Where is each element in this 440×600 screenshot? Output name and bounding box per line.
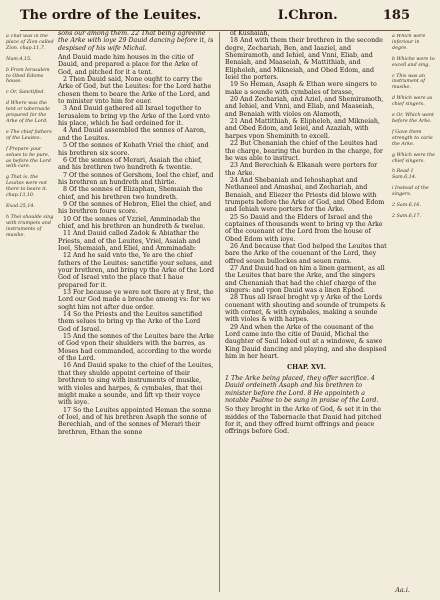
margin-note: c This was an instrument of musike. (392, 73, 425, 91)
column-divider (219, 32, 220, 592)
right-margin-notes (392, 34, 436, 590)
margin-note: h Read 1 Sam.6,14. (392, 169, 417, 181)
verse-paragraph: 10 Of the sonnes of Vzziel, Amminadab the chief, and his brethren an hundreth & twelue. (58, 215, 206, 230)
chapter-summary: sons our among them. 22 That being agreeine the Arke with ioye 29 Dauid dancing before it, is despised of his wife Michal. (58, 30, 214, 52)
margin-note: 2 Sam.6,17. (392, 213, 422, 219)
margin-note: Num.4,15. (6, 56, 32, 62)
margin-note: i Instead of the singers. (392, 186, 429, 198)
running-header (20, 6, 410, 31)
verse-paragraph: 7 Of the sonnes of Gershom, Ioel the chief, and his brethren an hundreth and thirtie. (58, 171, 214, 186)
signature-mark: Aa.i. (395, 586, 410, 594)
verse-paragraph: 3 And Dauid gathered all Israel together to Ierusalem to bring vp the Arke of the Lord vnto his place, which he had ordeined for it. (58, 105, 210, 128)
margin-note: g That is, the Leuites were not there to beare it. chap.13,10. (6, 175, 48, 199)
margin-note: d Where was the tent or tabernacle prepared for the Arke of the Lord. (6, 101, 51, 124)
verse-paragraph: 6 Of the sonnes of Merari, Asaiah the chief, and his brethren two hundreth & twentie. (58, 156, 203, 172)
verse-paragraph: 19 So Heman, Asaph & Ethan were singers to make a sounde with cymbales of brasse, (225, 81, 377, 96)
book-and-page (278, 8, 410, 23)
margin-note: 2 Sam.6,16. (392, 203, 422, 209)
verse-paragraph: 24 And Shebaniah and Iehoshaphat and Nethaneel and Amashai, and Zechariah, and Benaiah, and Eliezer the Priests did blowe with trumpets before the Arke of God, and Obed Edom and Iehiah were porters for the Arke. (225, 176, 385, 214)
left-text-column (58, 30, 214, 592)
margin-note: g Which were the chief singers. (392, 152, 435, 164)
margin-note: b Whiche were to excell and sing. (392, 56, 435, 68)
verse-paragraph: So they broght in the Arke of God, & set it in the middes of the Tabernacle that Dauid had pitched for it, and they offred burnt offrings and peace offrings before God. (225, 406, 382, 436)
verse-paragraph: 20 And Zechariah, and Aziel, and Shemiramoth, and Iehiel, and Vnni, and Eliab, and Maaseiah, and Benaiah with violes on Alamoth, (225, 96, 384, 118)
book-name: I.Chron. (277, 8, 338, 23)
verse-paragraph: 22 But Chenaniah the chief of the Leuites had the charge, bearing the burden in the charge, for he was able to instruct. (225, 140, 383, 162)
verse-paragraph: 26 And because that God helped the Leuites that bare the Arke of the couenant of the Lord, they offred seuen bullockes and seuen rams. (225, 242, 387, 265)
left-margin-notes (6, 34, 54, 590)
margin-note: f Gave them strength to carie the Arke. (392, 129, 433, 147)
verse-paragraph: 11 And Dauid called Zadok & Abiathar the Priests, and of the Leuites, Vriel, Asaiah and Ioel, Shemaiah, and Eliel, and Amminadab: (58, 230, 201, 252)
verse-paragraph: 17 So the Leuites appointed Heman the sonne of Ioel, and of his brethren Asaph the sonne of Berechiah, and of the sonnes of Merari their brethren, Ethan the sonne (58, 406, 212, 436)
verse-paragraph: 18 And with them their brethren in the seconde degre, Zechariah, Ben, and Iaaziel, and Shemiramoth, and Iehiel, and Vnni, Eliab, and Benaiah, and Maaseiah, & Mattithiah, and Elipheleh, and Mikneiah, and Obed Edom, and Ieiel the porters. (225, 37, 383, 82)
margin-note: f Prepare your selues to be pure, as before the Lord with care. (6, 146, 51, 170)
verse-paragraph: 27 And Dauid had on him a linen garment, as all the Leuites that bare the Arke, and the singers and Chenaniah that had the chief charge of the singers: and vpon Dauid was a linen Ephod. (225, 265, 385, 295)
verse-paragraph: 13 For because ye were not there at y first, the Lord our God made a breache among vs: for we soght him not after due order. (58, 289, 214, 311)
page-title: The ordre of the Leuites. (20, 8, 202, 23)
verse-paragraph: 9 Of the sonnes of Hebron, Eliel the chief, and his brethren foure score. (58, 200, 212, 216)
margin-note: c Or, Sanctified. (6, 90, 45, 96)
verse-paragraph: 28 Thus all Israel broght vp y Arke of the Lords couenant with shouting and sounde of trumpets & with cornet, & with cymbales, making a sounde with violes & with harpes. (225, 294, 386, 324)
verse-paragraph: 4 And Dauid assembled the sonnes of Aaron, and the Leuites. (58, 127, 206, 142)
page-number: 185 (382, 8, 410, 23)
verse-paragraph: 23 And Berechiah & Elkanah were porters for the Arke. (225, 162, 378, 177)
margin-note: e Or, Which went before the Arke. (392, 113, 434, 124)
verse-paragraph: of Kushaiah, (230, 30, 270, 37)
verse-paragraph: 12 And he said vnto the, Ye are the chief fathers of the Leuites: sanctifie your selues, and your brethren, and bring vp the Arke of the Lord God of Israel vnto the place that I haue prepared for it. (58, 252, 214, 289)
verse-paragraph: 2 Then Dauid said, None ought to carry the Arke of God, but the Leuites: for the Lord hathe chosen them to beare the Arke of the Lord, and to minister vnto him for euer. (58, 76, 212, 106)
verse-paragraph: 25 So Dauid and the Elders of Israel and the captaines of thousands went to bring vp the Arke of the couenant of the Lord from the house of Obed Edom with ioye. (225, 213, 383, 243)
verse-paragraph: 16 And Dauid spake to the chief of the Leuites, that they shulde appoint certeine of their brethren to sing with instruments of musike, with violes and harpes, & cymbales, that thei might make a sounde, and lift vp their voyce with ioye. (58, 362, 214, 407)
margin-note: a Which were inferiour in degre. (392, 34, 426, 51)
margin-note: h Thei shoulde sing with trumpets and instruments of musike. (6, 214, 54, 238)
margin-note: e The chief fathers of the Leuites. (6, 129, 52, 141)
verse-paragraph: 15 And the sonnes of the Leuites bare the Arke of God vpon their shulders with the barres, as Moses had commanded, according to the worde of the Lord. (58, 333, 214, 363)
verse-paragraph: 29 And when the Arke of the couenant of the Lord came into the citie of Dauid, Michal the daughter of Saul loked out at a windowe, & sawe King Dauid dancing and playing, and she despised him in her heart. (225, 323, 387, 361)
chapter-heading: CHAP. XVI. (287, 364, 326, 372)
margin-note: a That was in the place of Zion called Zion. chap.11,7. (6, 34, 54, 51)
right-text-column (225, 30, 388, 592)
verse-paragraph: 14 So the Priests and the Leuites sanctified them selues to bring vp the Arke of the Lord God of Israel. (58, 311, 203, 333)
margin-note: Exod.25,14. (6, 203, 35, 209)
margin-note: d Which were as chief singers. (392, 96, 433, 108)
chapter-summary: 1 The Arke being placed, they offer sacrifice. 4 Dauid ordeineth Asaph and his brethren to minister before the Lord. 8 He appointeth a notable Psalme to be sung in praise of the Lord. (225, 374, 379, 404)
verse-paragraph: And Dauid made him houses in the citie of Dauid, and prepared a place for the Arke of God, and pitched for it a tent. (58, 54, 198, 76)
verse-paragraph: 21 And Mattithiah, & Elipheleh, and Mikneiah, and Obed Edom, and Ieiel, and Azaziah, with harpes vpon Sheminith to excell. (225, 118, 380, 140)
margin-note: b From Ierusalem to Obed Edoms house. (6, 67, 50, 85)
verse-paragraph: 8 Of the sonnes of Elizaphan, Shemaiah the chief, and his brethren two hundreth. (58, 186, 203, 201)
verse-paragraph: 5 Of the sonnes of Kohath Vriel the chief, and his brethren six score. (58, 142, 209, 157)
